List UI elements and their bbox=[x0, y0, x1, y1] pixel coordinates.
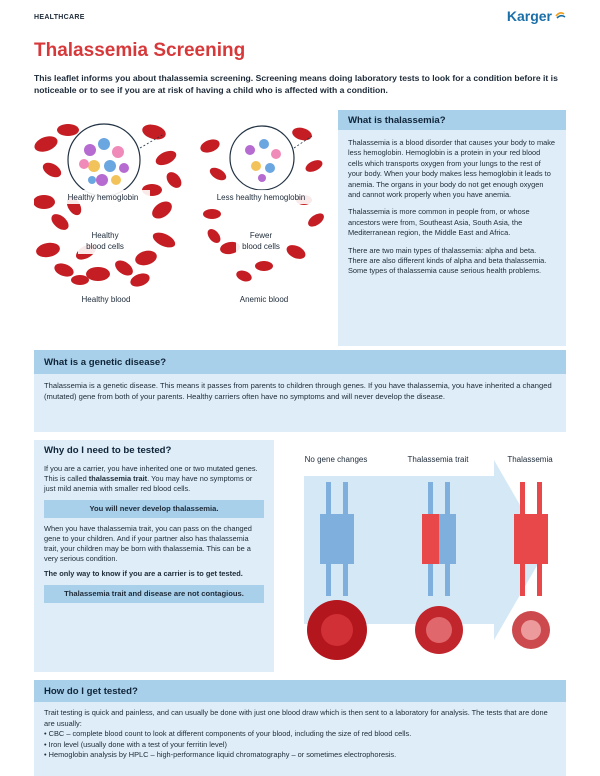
why-paragraph-3: The only way to know if you are a carrier is to get tested. bbox=[44, 569, 243, 579]
what-is-paragraph-3: There are two main types of thalassemia: alpha and beta. There are also different kinds of alpha and beta thalassemia. Some types of thalassemia cause serious health problems. bbox=[348, 245, 547, 276]
label-thalassemia: Thalassemia bbox=[507, 455, 553, 464]
page-title: Thalassemia Screening bbox=[34, 40, 246, 61]
genetic-heading: What is a genetic disease? bbox=[34, 350, 566, 374]
label-less-healthy-hemoglobin: Less healthy hemoglobin bbox=[216, 193, 306, 202]
red-cell-normal bbox=[307, 600, 367, 660]
label-healthy-cells-2: blood cells bbox=[86, 242, 124, 251]
what-is-paragraph-1: Thalassemia is a blood disorder that causes your body to make less hemoglobin. Hemoglobin is a protein in your red blood cells which transports oxygen from your lungs to the rest of your body. When your body makes less hemoglobin it leads to anemia. The organs in your body do not get enough oxygen and cannot work properly when you have anemia. bbox=[348, 138, 556, 200]
genetic-disease-panel bbox=[34, 350, 566, 432]
genetic-body: Thalassemia is a genetic disease. This means it passes from parents to children through genes. If you have thalassemia, you have inherited a changed (mutated) gene from both of your parents. Healthy carriers often have no symptoms and will never develop the disease. bbox=[44, 381, 552, 401]
label-fewer-cells-2: blood cells bbox=[242, 242, 280, 251]
how-tested-panel bbox=[34, 680, 566, 776]
list-item: • Hemoglobin analysis by HPLC – high-performance liquid chromatography – or sometimes electrophoresis. bbox=[44, 750, 556, 761]
how-intro: Trait testing is quick and painless, and can usually be done with just one blood draw which is then sent to a laboratory for analysis. The tests that are done are usually: bbox=[44, 708, 548, 728]
brand-logo bbox=[507, 8, 566, 24]
label-healthy-cells-1: Healthy bbox=[91, 231, 119, 240]
callout-never-develop: You will never develop thalassemia. bbox=[44, 500, 264, 518]
list-item: • Iron level (usually done with a test of your ferritin level) bbox=[44, 740, 556, 751]
section-tag: HEALTHCARE bbox=[34, 14, 85, 21]
gene-diagram bbox=[284, 440, 568, 672]
what-is-paragraph-2: Thalassemia is more common in people from, or whose ancestors were from, Southeast Asia, South Asia, the Mediterranean region, the Middle East and Africa. bbox=[348, 207, 530, 238]
red-cell-trait bbox=[415, 606, 463, 654]
red-cell-thalassemia bbox=[512, 611, 550, 649]
caption-anemic-blood: Anemic blood bbox=[239, 295, 289, 304]
why-tested-panel bbox=[34, 440, 274, 672]
callout-not-contagious: Thalassemia trait and disease are not contagious. bbox=[44, 585, 264, 603]
label-healthy-hemoglobin: Healthy hemoglobin bbox=[67, 193, 139, 202]
why-paragraph-2: When you have thalassemia trait, you can pass on the changed gene to your children. And if your partner also has thalassemia trait, your children may be born with thalassemia. This can be a very serious condition. bbox=[44, 523, 252, 564]
intro-text: This leaflet informs you about thalassemia screening. Screening means doing laboratory tests to look for a condition before it is noticeable or to see if you are at risk of having a child who is affected with a condition. bbox=[34, 73, 558, 95]
label-thalassemia-trait: Thalassemia trait bbox=[407, 455, 469, 464]
caption-healthy-blood: Healthy blood bbox=[81, 295, 131, 304]
test-list bbox=[44, 729, 556, 761]
brand-mark-icon bbox=[554, 10, 566, 22]
top-bar bbox=[0, 0, 600, 34]
list-item: • CBC – complete blood count to look at different components of your blood, including the size of red blood cells. bbox=[44, 729, 556, 740]
why-paragraph-1: If you are a carrier, you have inherited one or two mutated genes. This is called thalassemia trait. You may have no symptoms or just mild anemia with smaller red blood cells. bbox=[44, 464, 258, 494]
what-is-heading: What is thalassemia? bbox=[338, 110, 566, 130]
what-is-thalassemia-panel bbox=[338, 110, 566, 346]
blood-illustration bbox=[34, 110, 328, 342]
how-heading: How do I get tested? bbox=[34, 680, 566, 702]
brand-name: Karger bbox=[506, 8, 552, 24]
label-no-gene-changes: No gene changes bbox=[304, 455, 368, 464]
label-fewer-cells-1: Fewer bbox=[249, 231, 273, 240]
why-heading: Why do I need to be tested? bbox=[34, 440, 274, 460]
